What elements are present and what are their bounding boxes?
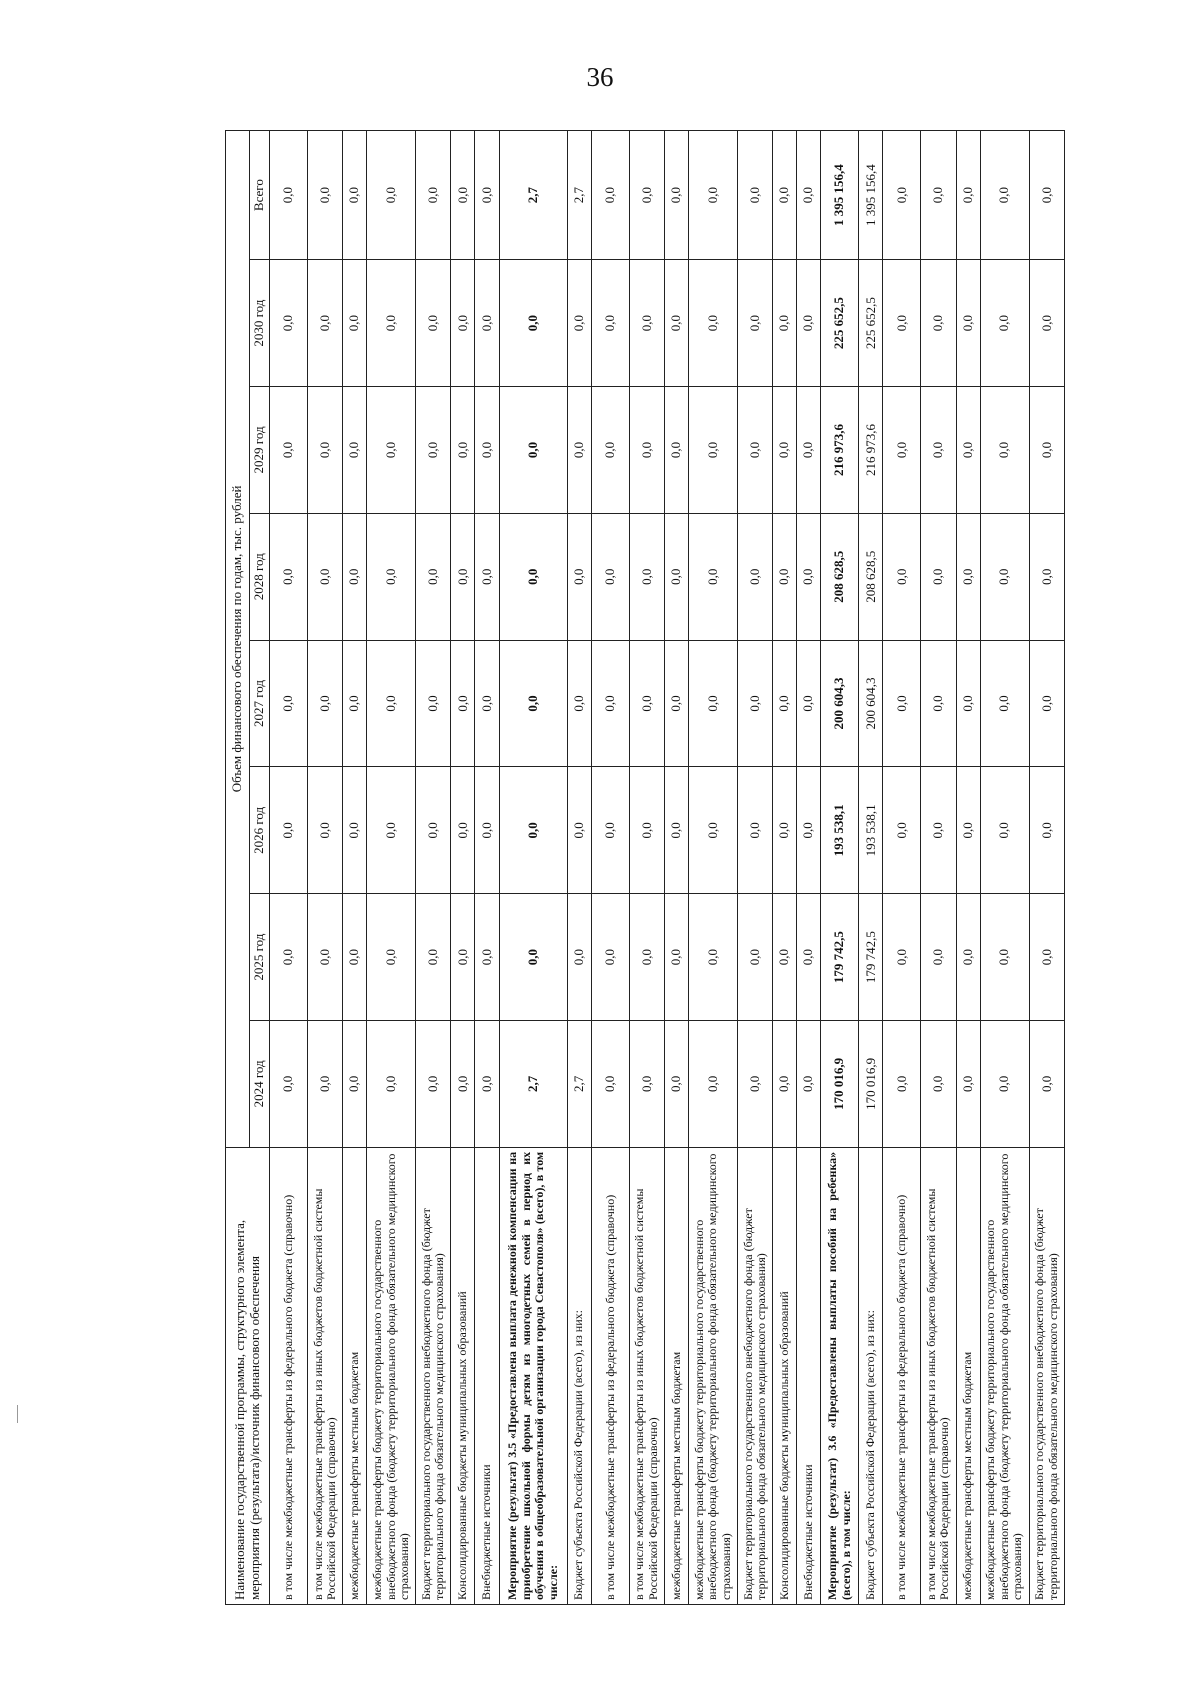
row-value-cell: 0,0 [664,387,688,514]
row-value-cell: 0,0 [688,1021,737,1148]
row-value-cell: 0,0 [956,894,980,1021]
row-value-cell: 0,0 [629,260,664,387]
row-name-cell: межбюджетные трансферты местным бюджетам [664,1147,688,1604]
row-value-cell: 0,0 [1029,513,1064,640]
header-total: Всего [250,131,270,260]
row-total-cell: 0,0 [664,131,688,260]
row-value-cell: 0,0 [797,894,821,1021]
row-value-cell: 0,0 [451,387,475,514]
row-value-cell: 0,0 [688,513,737,640]
row-value-cell: 0,0 [591,387,629,514]
row-value-cell: 0,0 [921,1021,956,1148]
row-value-cell: 200 604,3 [859,640,883,767]
row-total-cell: 0,0 [1029,131,1064,260]
margin-mark [17,1405,18,1423]
row-value-cell: 0,0 [738,260,773,387]
row-value-cell: 0,0 [270,387,308,514]
row-value-cell: 0,0 [475,260,499,387]
row-name-cell: Внебюджетные источники [475,1147,499,1604]
row-total-cell: 0,0 [451,131,475,260]
row-value-cell: 0,0 [367,513,416,640]
row-value-cell: 0,0 [980,387,1029,514]
row-value-cell: 0,0 [921,767,956,894]
row-value-cell: 0,0 [664,260,688,387]
row-value-cell: 216 973,6 [821,387,859,514]
row-value-cell: 0,0 [956,513,980,640]
row-value-cell: 0,0 [308,640,343,767]
row-value-cell: 0,0 [270,260,308,387]
row-total-cell: 2,7 [567,131,591,260]
row-value-cell: 0,0 [773,513,797,640]
row-name-cell: в том числе межбюджетные трансферты из иных бюджетов бюджетной системы Российской Федерации (справочно) [308,1147,343,1604]
row-value-cell: 0,0 [921,387,956,514]
row-value-cell: 0,0 [591,260,629,387]
rotated-table-container [225,130,1065,1605]
row-value-cell: 0,0 [629,894,664,1021]
row-value-cell: 0,0 [451,767,475,894]
row-value-cell: 0,0 [591,894,629,1021]
row-value-cell: 0,0 [980,513,1029,640]
row-value-cell: 0,0 [343,894,367,1021]
row-value-cell: 0,0 [475,640,499,767]
row-value-cell: 225 652,5 [821,260,859,387]
row-value-cell: 0,0 [629,1021,664,1148]
row-value-cell: 0,0 [921,260,956,387]
table-row [499,131,567,1605]
row-value-cell: 0,0 [797,767,821,894]
row-value-cell: 0,0 [956,387,980,514]
row-name-cell: в том числе межбюджетные трансферты из федерального бюджета (справочно) [883,1147,921,1604]
row-value-cell: 0,0 [367,260,416,387]
row-total-cell: 2,7 [499,131,567,260]
row-value-cell: 193 538,1 [821,767,859,894]
row-value-cell: 0,0 [1029,387,1064,514]
row-value-cell: 0,0 [921,640,956,767]
row-total-cell: 0,0 [475,131,499,260]
row-value-cell: 0,0 [343,767,367,894]
table-row [567,131,591,1605]
table-row [738,131,773,1605]
header-funding-group: Объем финансового обеспечения по годам, тыс. рублей [226,131,250,1148]
row-value-cell: 179 742,5 [859,894,883,1021]
row-value-cell: 0,0 [270,1021,308,1148]
row-value-cell: 0,0 [883,640,921,767]
table-row [921,131,956,1605]
row-value-cell: 0,0 [980,640,1029,767]
row-value-cell: 0,0 [629,513,664,640]
row-value-cell: 0,0 [980,894,1029,1021]
row-value-cell: 0,0 [883,894,921,1021]
row-total-cell: 0,0 [956,131,980,260]
row-value-cell: 0,0 [797,1021,821,1148]
row-value-cell: 0,0 [567,513,591,640]
header-year: 2024 год [250,1021,270,1148]
row-value-cell: 0,0 [367,640,416,767]
row-value-cell: 0,0 [343,260,367,387]
row-value-cell: 0,0 [367,894,416,1021]
row-total-cell: 0,0 [883,131,921,260]
row-value-cell: 0,0 [738,640,773,767]
row-value-cell: 0,0 [980,260,1029,387]
table-row [773,131,797,1605]
header-year: 2027 год [250,640,270,767]
row-value-cell: 0,0 [664,767,688,894]
row-value-cell: 0,0 [688,894,737,1021]
page-number: 36 [586,62,614,92]
row-name-cell: Мероприятие (результат) 3.5 «Предоставлена выплата денежной компенсации на приобретение школьной формы детям из многодетных семей в период их обучения в общеобразовательной организации города Севастополя» (всего), в том числе: [499,1147,567,1604]
row-value-cell: 0,0 [738,513,773,640]
row-value-cell: 0,0 [451,894,475,1021]
row-total-cell: 0,0 [773,131,797,260]
row-value-cell: 0,0 [475,894,499,1021]
header-year: 2026 год [250,767,270,894]
row-value-cell: 0,0 [591,513,629,640]
row-value-cell: 0,0 [591,767,629,894]
table-row [343,131,367,1605]
row-value-cell: 0,0 [343,640,367,767]
row-value-cell: 0,0 [1029,767,1064,894]
row-total-cell: 0,0 [343,131,367,260]
row-value-cell: 0,0 [499,260,567,387]
row-value-cell: 0,0 [308,894,343,1021]
row-value-cell: 0,0 [773,640,797,767]
row-value-cell: 0,0 [1029,1021,1064,1148]
row-value-cell: 2,7 [499,1021,567,1148]
table-row [859,131,883,1605]
row-value-cell: 0,0 [499,387,567,514]
row-value-cell: 0,0 [883,767,921,894]
header-year: 2028 год [250,513,270,640]
row-value-cell: 0,0 [797,387,821,514]
table-row [688,131,737,1605]
row-value-cell: 0,0 [1029,640,1064,767]
row-value-cell: 170 016,9 [821,1021,859,1148]
row-value-cell: 0,0 [367,767,416,894]
table-row [980,131,1029,1605]
table-row [956,131,980,1605]
row-value-cell: 0,0 [738,1021,773,1148]
row-value-cell: 0,0 [738,767,773,894]
row-value-cell: 0,0 [688,260,737,387]
row-value-cell: 0,0 [956,767,980,894]
row-value-cell: 0,0 [591,1021,629,1148]
row-value-cell: 170 016,9 [859,1021,883,1148]
row-value-cell: 0,0 [797,260,821,387]
row-name-cell: Мероприятие (результат) 3.6 «Предоставлены выплаты пособий на ребенка» (всего), в том числе: [821,1147,859,1604]
row-value-cell: 0,0 [416,640,451,767]
row-name-cell: Консолидированные бюджеты муниципальных образований [451,1147,475,1604]
row-value-cell: 0,0 [883,513,921,640]
row-value-cell: 0,0 [773,767,797,894]
row-value-cell: 0,0 [308,387,343,514]
table-row [308,131,343,1605]
row-value-cell: 193 538,1 [859,767,883,894]
row-value-cell: 0,0 [773,894,797,1021]
row-value-cell: 208 628,5 [859,513,883,640]
row-value-cell: 0,0 [416,387,451,514]
row-value-cell: 0,0 [664,640,688,767]
row-value-cell: 0,0 [270,767,308,894]
row-name-cell: Бюджет субъекта Российской Федерации (всего), из них: [859,1147,883,1604]
row-value-cell: 0,0 [475,513,499,640]
row-value-cell: 0,0 [343,387,367,514]
row-value-cell: 0,0 [567,767,591,894]
row-value-cell: 0,0 [1029,894,1064,1021]
row-value-cell: 0,0 [956,640,980,767]
row-value-cell: 0,0 [367,387,416,514]
row-value-cell: 0,0 [416,1021,451,1148]
row-value-cell: 0,0 [343,513,367,640]
row-value-cell: 0,0 [475,767,499,894]
table-row [416,131,451,1605]
budget-table [225,130,1065,1605]
row-value-cell: 0,0 [773,1021,797,1148]
row-value-cell: 0,0 [591,640,629,767]
row-total-cell: 0,0 [591,131,629,260]
row-name-cell: межбюджетные трансферты бюджету территориального государственного внебюджетного фонда (бюджету территориального фонда обязательного медицинского страхования) [980,1147,1029,1604]
row-value-cell: 0,0 [664,894,688,1021]
row-value-cell: 0,0 [980,1021,1029,1148]
row-value-cell: 0,0 [664,513,688,640]
row-name-cell: в том числе межбюджетные трансферты из иных бюджетов бюджетной системы Российской Федерации (справочно) [921,1147,956,1604]
row-value-cell: 0,0 [567,387,591,514]
row-value-cell: 0,0 [416,260,451,387]
row-total-cell: 1 395 156,4 [859,131,883,260]
row-total-cell: 0,0 [629,131,664,260]
row-value-cell: 0,0 [308,260,343,387]
header-year: 2029 год [250,387,270,514]
row-name-cell: межбюджетные трансферты местным бюджетам [956,1147,980,1604]
row-value-cell: 225 652,5 [859,260,883,387]
row-total-cell: 0,0 [921,131,956,260]
row-total-cell: 0,0 [416,131,451,260]
table-row [451,131,475,1605]
row-value-cell: 200 604,3 [821,640,859,767]
row-value-cell: 0,0 [367,1021,416,1148]
table-row [475,131,499,1605]
row-name-cell: межбюджетные трансферты бюджету территориального государственного внебюджетного фонда (бюджету территориального фонда обязательного медицинского страхования) [367,1147,416,1604]
row-name-cell: в том числе межбюджетные трансферты из иных бюджетов бюджетной системы Российской Федерации (справочно) [629,1147,664,1604]
row-value-cell: 0,0 [270,894,308,1021]
header-name-column: Наименование государственной программы, структурного элемента, мероприятия (результата)/источник финансового обеспечения [226,1147,270,1604]
row-value-cell: 0,0 [475,387,499,514]
row-name-cell: межбюджетные трансферты местным бюджетам [343,1147,367,1604]
row-name-cell: Бюджет территориального государственного внебюджетного фонда (бюджет территориального фонда обязательного медицинского страхования) [1029,1147,1064,1604]
header-year: 2025 год [250,894,270,1021]
row-value-cell: 0,0 [956,1021,980,1148]
row-total-cell: 0,0 [308,131,343,260]
row-value-cell: 179 742,5 [821,894,859,1021]
row-value-cell: 0,0 [797,640,821,767]
table-body [270,131,1065,1605]
row-value-cell: 0,0 [738,387,773,514]
row-value-cell: 0,0 [475,1021,499,1148]
row-value-cell: 0,0 [567,894,591,1021]
row-value-cell: 0,0 [343,1021,367,1148]
row-total-cell: 0,0 [797,131,821,260]
row-value-cell: 0,0 [499,640,567,767]
row-value-cell: 0,0 [416,513,451,640]
row-total-cell: 0,0 [738,131,773,260]
row-value-cell: 208 628,5 [821,513,859,640]
row-value-cell: 0,0 [883,1021,921,1148]
row-value-cell: 0,0 [451,260,475,387]
row-value-cell: 0,0 [773,387,797,514]
row-value-cell: 0,0 [956,260,980,387]
row-total-cell: 0,0 [270,131,308,260]
row-value-cell: 0,0 [980,767,1029,894]
row-name-cell: Бюджет субъекта Российской Федерации (всего), из них: [567,1147,591,1604]
row-value-cell: 0,0 [499,513,567,640]
row-value-cell: 0,0 [773,260,797,387]
row-value-cell: 0,0 [883,260,921,387]
row-name-cell: межбюджетные трансферты бюджету территориального государственного внебюджетного фонда (бюджету территориального фонда обязательного медицинского страхования) [688,1147,737,1604]
row-name-cell: Консолидированные бюджеты муниципальных образований [773,1147,797,1604]
row-name-cell: Бюджет территориального государственного внебюджетного фонда (бюджет территориального фонда обязательного медицинского страхования) [738,1147,773,1604]
row-value-cell: 0,0 [1029,260,1064,387]
row-value-cell: 0,0 [270,513,308,640]
row-name-cell: Внебюджетные источники [797,1147,821,1604]
table-row [629,131,664,1605]
table-row [270,131,308,1605]
row-value-cell: 0,0 [416,767,451,894]
table-row [821,131,859,1605]
row-value-cell: 0,0 [629,767,664,894]
row-name-cell: Бюджет территориального государственного внебюджетного фонда (бюджет территориального фонда обязательного медицинского страхования) [416,1147,451,1604]
row-value-cell: 0,0 [451,513,475,640]
row-name-cell: в том числе межбюджетные трансферты из федерального бюджета (справочно) [591,1147,629,1604]
table-row [1029,131,1064,1605]
row-value-cell: 2,7 [567,1021,591,1148]
row-total-cell: 0,0 [980,131,1029,260]
row-value-cell: 0,0 [629,640,664,767]
table-row [591,131,629,1605]
row-value-cell: 0,0 [921,894,956,1021]
row-value-cell: 0,0 [308,513,343,640]
row-value-cell: 0,0 [688,767,737,894]
row-value-cell: 0,0 [664,1021,688,1148]
row-value-cell: 0,0 [499,767,567,894]
header-year: 2030 год [250,260,270,387]
row-value-cell: 216 973,6 [859,387,883,514]
table-row [883,131,921,1605]
row-value-cell: 0,0 [308,767,343,894]
row-total-cell: 0,0 [367,131,416,260]
row-value-cell: 0,0 [738,894,773,1021]
row-value-cell: 0,0 [688,640,737,767]
row-value-cell: 0,0 [688,387,737,514]
table-row [367,131,416,1605]
row-name-cell: в том числе межбюджетные трансферты из федерального бюджета (справочно) [270,1147,308,1604]
row-value-cell: 0,0 [797,513,821,640]
table-row [797,131,821,1605]
row-value-cell: 0,0 [629,387,664,514]
row-value-cell: 0,0 [416,894,451,1021]
row-value-cell: 0,0 [451,640,475,767]
row-value-cell: 0,0 [567,640,591,767]
row-value-cell: 0,0 [270,640,308,767]
row-value-cell: 0,0 [499,894,567,1021]
row-total-cell: 1 395 156,4 [821,131,859,260]
table-row [664,131,688,1605]
row-value-cell: 0,0 [883,387,921,514]
row-value-cell: 0,0 [308,1021,343,1148]
row-value-cell: 0,0 [921,513,956,640]
row-total-cell: 0,0 [688,131,737,260]
row-value-cell: 0,0 [567,260,591,387]
row-value-cell: 0,0 [451,1021,475,1148]
